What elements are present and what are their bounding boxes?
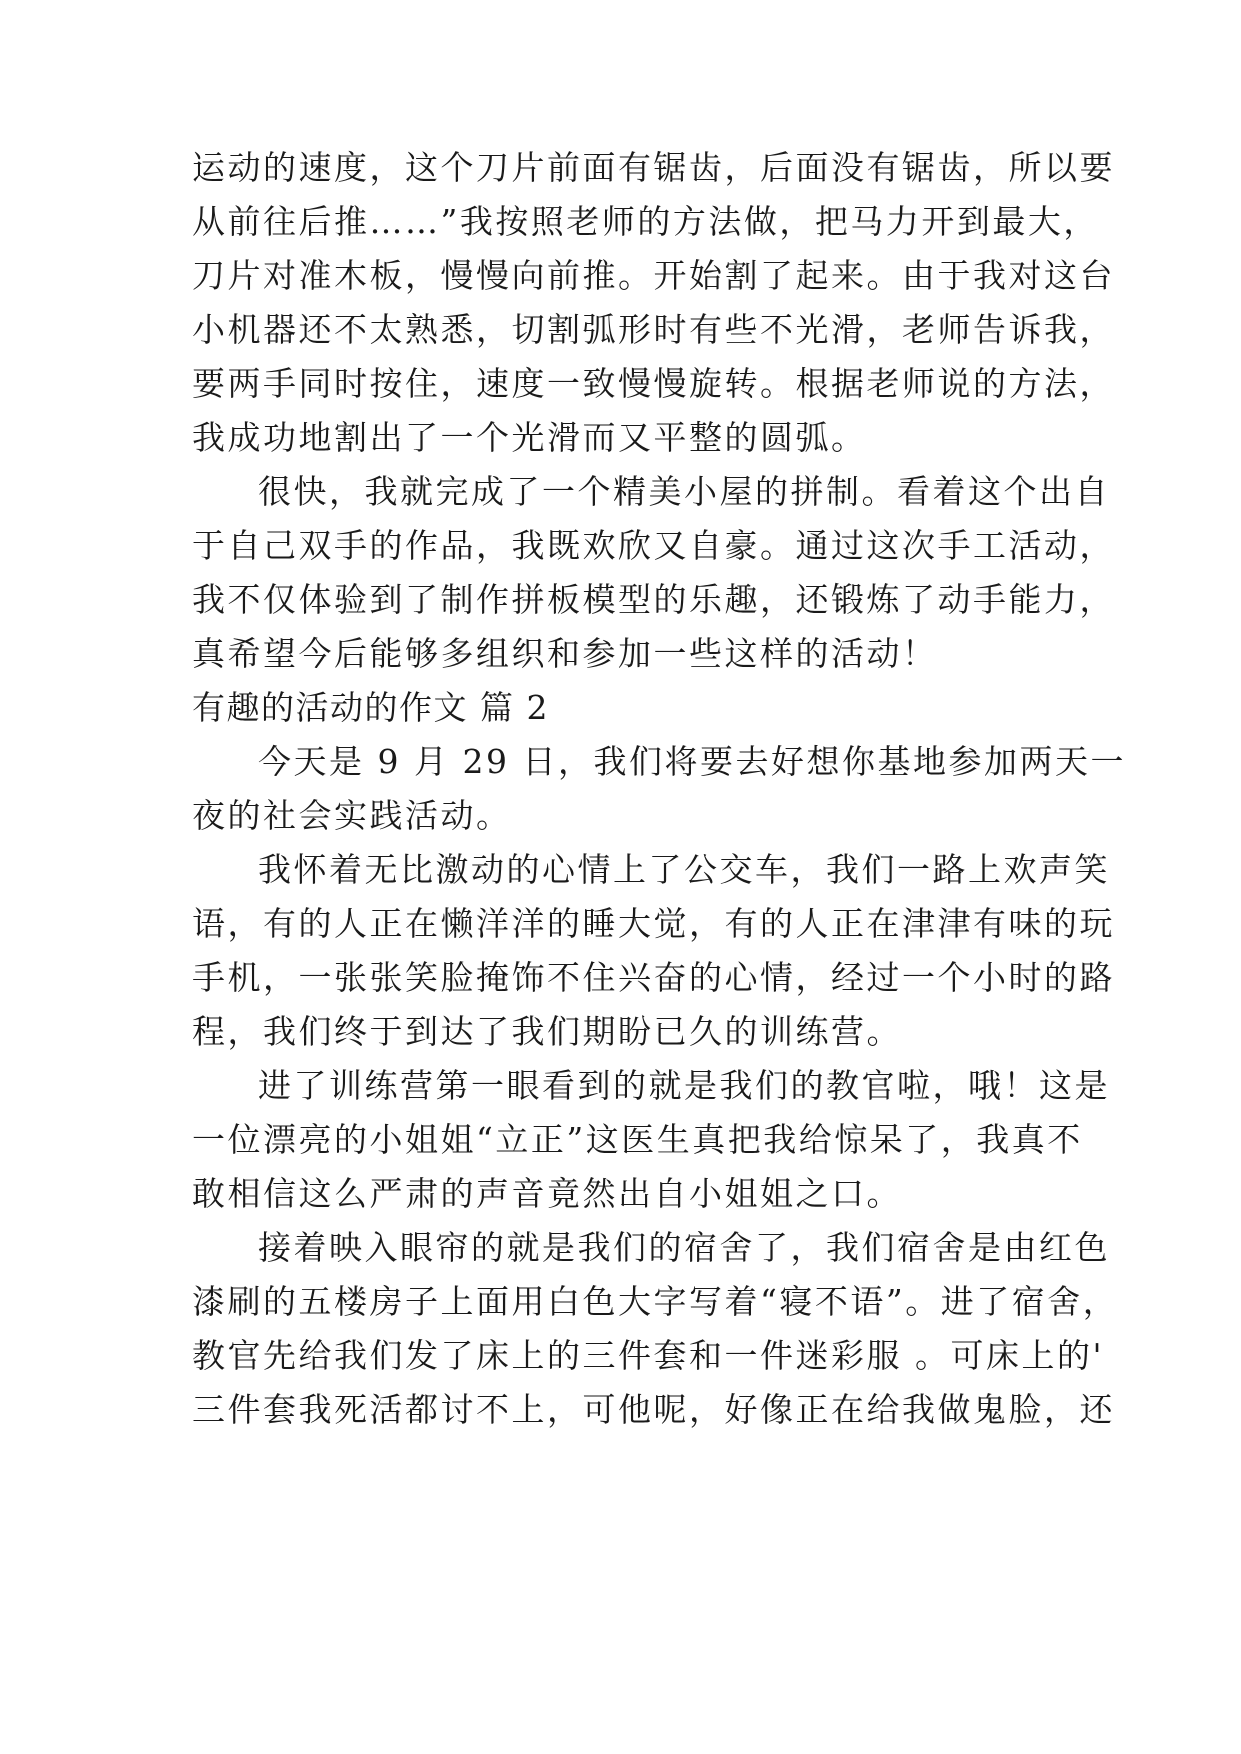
body-text-line: 我成功地割出了一个光滑而又平整的圆弧。 — [192, 418, 867, 457]
body-text-line: 一位漂亮的小姐姐“立正”这医生真把我给惊呆了，我真不 — [192, 1120, 1083, 1159]
body-text-line: 于自己双手的作品，我既欢欣又自豪。通过这次手工活动， — [192, 526, 1115, 565]
body-text-line: 真希望今后能够多组织和参加一些这样的活动！ — [192, 634, 938, 673]
section-heading: 有趣的活动的作文 篇 2 — [192, 688, 549, 727]
paragraph-first-line: 进了训练营第一眼看到的就是我们的教官啦，哦！这是 — [258, 1066, 1110, 1105]
body-text-line: 语，有的人正在懒洋洋的睡大觉，有的人正在津津有味的玩 — [192, 904, 1115, 943]
body-text-line: 小机器还不太熟悉，切割弧形时有些不光滑，老师告诉我， — [192, 310, 1115, 349]
body-text-line: 运动的速度，这个刀片前面有锯齿，后面没有锯齿，所以要 — [192, 148, 1115, 187]
paragraph-first-line: 今天是 9 月 29 日，我们将要去好想你基地参加两天一 — [258, 742, 1126, 781]
body-text-line: 漆刷的五楼房子上面用白色大字写着“寝不语”。进了宿舍， — [192, 1282, 1119, 1321]
body-text-line: 程，我们终于到达了我们期盼已久的训练营。 — [192, 1012, 902, 1051]
paragraph-first-line: 我怀着无比激动的心情上了公交车，我们一路上欢声笑 — [258, 850, 1110, 889]
body-text-line: 我不仅体验到了制作拼板模型的乐趣，还锻炼了动手能力， — [192, 580, 1115, 619]
paragraph-first-line: 接着映入眼帘的就是我们的宿舍了，我们宿舍是由红色 — [258, 1228, 1110, 1267]
paragraph-first-line: 很快，我就完成了一个精美小屋的拼制。看着这个出自 — [258, 472, 1110, 511]
body-text-line: 要两手同时按住，速度一致慢慢旋转。根据老师说的方法， — [192, 364, 1115, 403]
body-text-line: 三件套我死活都讨不上，可他呢，好像正在给我做鬼脸，还 — [192, 1390, 1115, 1429]
body-text-line: 教官先给我们发了床上的三件套和一件迷彩服 。可床上的' — [192, 1336, 1105, 1375]
body-text-line: 敢相信这么严肃的声音竟然出自小姐姐之口。 — [192, 1174, 902, 1213]
body-text-line: 从前往后推……”我按照老师的方法做，把马力开到最大， — [192, 202, 1099, 241]
body-text-line: 刀片对准木板，慢慢向前推。开始割了起来。由于我对这台 — [192, 256, 1115, 295]
body-text-line: 夜的社会实践活动。 — [192, 796, 512, 835]
body-text-line: 手机，一张张笑脸掩饰不住兴奋的心情，经过一个小时的路 — [192, 958, 1115, 997]
